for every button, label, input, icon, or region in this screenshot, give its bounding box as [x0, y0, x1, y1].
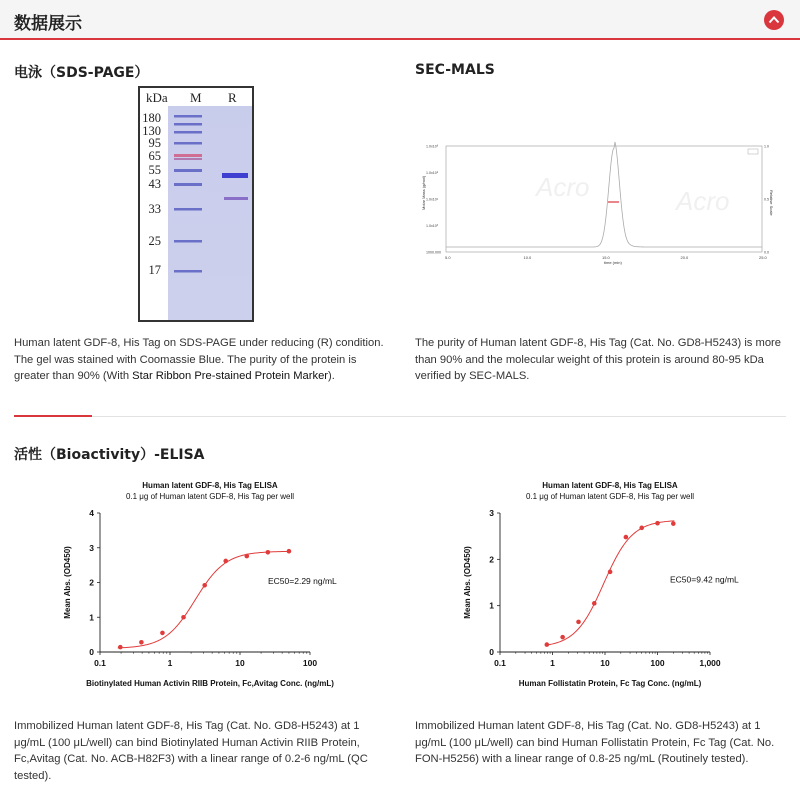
gel-label-kda: kDa: [146, 90, 168, 105]
sec-x-tick: 15.0: [602, 255, 610, 260]
sec-x-tick: 20.0: [680, 255, 689, 260]
data-point: [181, 615, 186, 620]
data-point: [576, 620, 581, 625]
sec-y-tick: 1.0x10³: [426, 224, 438, 228]
y-axis-label: Mean Abs. (OD450): [463, 546, 472, 619]
sec-y-tick: 1.0x10⁴: [426, 197, 439, 202]
data-point: [639, 526, 644, 531]
chevron-up-icon: [768, 15, 780, 24]
y-tick-label: 3: [489, 508, 494, 518]
marker-band: [174, 115, 202, 118]
sec-right-tick: 0.0: [764, 250, 769, 255]
y-tick-label: 0: [489, 647, 494, 657]
bioactivity-title: 活性（Bioactivity）-ELISA: [14, 447, 205, 463]
marker-link[interactable]: Star Ribbon Pre-stained Protein Marker: [132, 370, 329, 382]
sample-band-main: [222, 173, 248, 178]
marker-band: [174, 169, 202, 172]
marker-band: [174, 154, 202, 157]
marker-band: [174, 158, 202, 160]
sample-band-minor: [224, 197, 248, 200]
x-tick-label: 1,000: [699, 658, 721, 668]
marker-band: [174, 142, 202, 145]
data-point: [266, 550, 271, 555]
elisa-2-caption: Immobilized Human latent GDF-8, His Tag (Cat. No. GD8-H5243) at 1 μg/mL (100 μL/well) can bind Human Follistatin Protein, Fc Tag (Cat. No. FON-H5256) with a linear range of 0.8-25 ng/mL (Routinely tested).: [415, 720, 775, 765]
fit-curve: [545, 521, 674, 646]
gel-label-marker: M: [190, 90, 202, 105]
marker-weight: 43: [148, 177, 161, 191]
caption-text: Human latent GDF-8, His Tag on SDS-PAGE under reducing (R) condition. The gel was stained with Coomassie Blue. The purity of the protein is greater than 90% (With: [14, 337, 384, 382]
sds-page-title: 电泳（SDS-PAGE）: [14, 65, 149, 81]
data-point: [287, 549, 292, 554]
data-point: [160, 631, 165, 636]
section-header: [0, 0, 800, 40]
elisa-1-subtitle: 0.1 μg of Human latent GDF-8, His Tag per well: [125, 492, 295, 501]
section-divider: [14, 416, 786, 417]
y-tick-label: 4: [89, 508, 94, 518]
sec-x-tick: 25.0: [759, 255, 767, 260]
divider-accent: [14, 415, 92, 417]
marker-weight: 95: [148, 136, 161, 150]
y-tick-label: 1: [489, 600, 494, 611]
sec-mals-chart: [418, 140, 774, 270]
sec-y-tick: 1.0x10⁵: [426, 171, 439, 175]
watermark: Acro: [536, 172, 590, 202]
sec-right-tick: 1.0: [764, 144, 769, 149]
sec-right-label: Relative Scale: [769, 190, 774, 216]
y-tick-label: 2: [489, 554, 494, 565]
marker-weight: 65: [148, 149, 161, 163]
sec-x-tick: 5.0: [445, 255, 451, 260]
marker-band: [174, 123, 202, 126]
data-point: [118, 645, 123, 650]
sec-y-tick: 1000.000: [426, 250, 441, 255]
x-tick-label: 1: [167, 658, 173, 668]
sec-x-tick: 10.0: [523, 255, 532, 260]
marker-weight: 33: [148, 202, 161, 216]
marker-weight: 25: [148, 234, 161, 248]
data-point: [139, 640, 144, 645]
data-point: [608, 570, 613, 575]
data-point: [671, 521, 676, 526]
x-axis-label: Human Follistatin Protein, Fc Tag Conc. (ng/mL): [518, 679, 702, 688]
x-tick-label: 10: [235, 658, 245, 668]
sds-page-caption: [14, 335, 384, 385]
watermark: Acro: [676, 186, 730, 216]
sec-mals-caption: The purity of Human latent GDF-8, His Tag (Cat. No. GD8-H5243) is more than 90% and the molecular weight of this protein is around 80-95 kDa verified by SEC-MALS.: [415, 337, 782, 382]
ec50-annotation: EC50=2.29 ng/mL: [268, 575, 337, 586]
y-tick-label: 0: [89, 647, 94, 657]
data-point: [545, 642, 550, 647]
y-tick-label: 1: [89, 612, 94, 623]
marker-band: [174, 183, 202, 186]
marker-band: [174, 270, 202, 273]
x-tick-label: 0.1: [494, 658, 506, 668]
y-axis-label: Mean Abs. (OD450): [63, 546, 72, 619]
sec-y-label: Molar Mass (g/mol): [421, 175, 426, 210]
gel-bands: [168, 106, 252, 320]
caption-end: ).: [328, 370, 335, 382]
sec-y-tick: 1.0x10⁶: [426, 144, 439, 149]
y-tick-label: 2: [89, 577, 94, 588]
elisa-2-chart: [458, 505, 758, 695]
fit-curve: [118, 551, 291, 648]
elisa-1-caption: Immobilized Human latent GDF-8, His Tag (Cat. No. GD8-H5243) at 1 μg/mL (100 μL/well) can bind Biotinylated Human Activin RIIB Protein, Fc,Avitag (Cat. No. ACB-H82F3) with a linear range of 0.2-6 ng/mL (QC tested).: [14, 720, 368, 782]
marker-band: [174, 240, 202, 243]
x-tick-label: 10: [600, 658, 610, 668]
x-axis-label: Biotinylated Human Activin RIIB Protein, Fc,Avitag Conc. (ng/mL): [86, 679, 334, 688]
data-point: [223, 559, 228, 564]
elisa-1-title: Human latent GDF-8, His Tag ELISA: [142, 481, 278, 490]
header-title: 数据展示: [14, 14, 82, 34]
data-point: [655, 521, 660, 526]
gel-label-reduced: R: [228, 90, 237, 105]
marker-weight: 180: [142, 111, 161, 125]
marker-band: [174, 131, 202, 134]
x-tick-label: 1: [550, 658, 555, 668]
data-point: [592, 601, 597, 606]
data-point: [202, 583, 207, 588]
x-tick-label: 0.1: [94, 658, 106, 668]
collapse-button[interactable]: [764, 10, 784, 30]
ec50-annotation: EC50=9.42 ng/mL: [670, 574, 739, 585]
marker-band: [174, 208, 202, 211]
data-point: [624, 535, 629, 540]
x-tick-label: 100: [650, 658, 665, 668]
marker-weight: 17: [148, 263, 161, 277]
x-tick-label: 100: [302, 658, 318, 668]
data-point: [244, 554, 249, 559]
sec-right-tick: 0.5: [764, 197, 769, 202]
sec-x-label: time (min): [604, 260, 622, 265]
y-tick-label: 3: [89, 542, 94, 553]
elisa-2-title: Human latent GDF-8, His Tag ELISA: [542, 481, 678, 490]
sec-mals-title: SEC-MALS: [415, 62, 495, 78]
marker-weight: 55: [148, 163, 161, 177]
data-point: [560, 635, 565, 640]
marker-weight: 130: [142, 124, 161, 138]
elisa-2-subtitle: 0.1 μg of Human latent GDF-8, His Tag per well: [525, 492, 695, 501]
elisa-1-chart: [58, 505, 358, 695]
